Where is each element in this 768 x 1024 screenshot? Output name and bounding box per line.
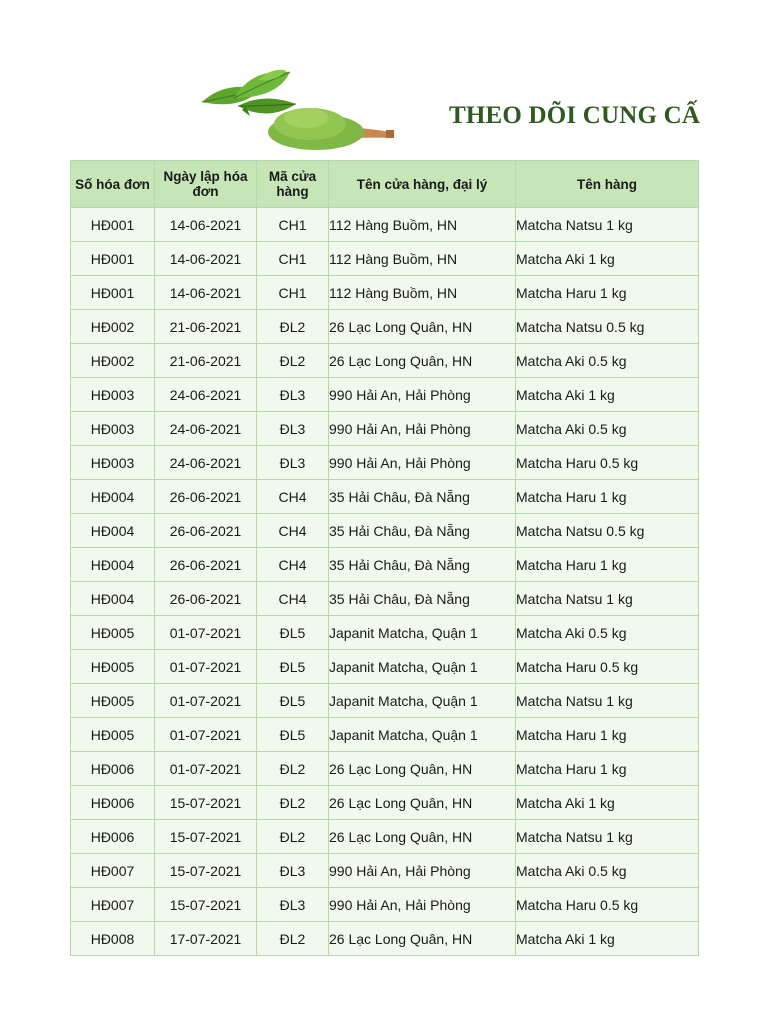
cell-invoice-date: 01-07-2021 <box>155 616 257 650</box>
column-header-store-code: Mã cửa hàng <box>257 161 329 208</box>
cell-store-code: ĐL2 <box>257 786 329 820</box>
table-row <box>71 684 699 718</box>
cell-product-name: Matcha Haru 1 kg <box>516 718 699 752</box>
cell-product-name: Matcha Haru 1 kg <box>516 752 699 786</box>
cell-invoice-no: HĐ001 <box>71 208 155 242</box>
table-row <box>71 888 699 922</box>
cell-store-code: CH1 <box>257 242 329 276</box>
table-row <box>71 446 699 480</box>
cell-store-name: 26 Lạc Long Quân, HN <box>329 752 516 786</box>
cell-store-code: CH4 <box>257 548 329 582</box>
cell-invoice-date: 26-06-2021 <box>155 514 257 548</box>
cell-store-name: Japanit Matcha, Quận 1 <box>329 684 516 718</box>
cell-invoice-no: HĐ004 <box>71 548 155 582</box>
cell-store-name: 35 Hải Châu, Đà Nẵng <box>329 548 516 582</box>
cell-product-name: Matcha Haru 1 kg <box>516 276 699 310</box>
cell-invoice-no: HĐ002 <box>71 344 155 378</box>
cell-store-name: Japanit Matcha, Quận 1 <box>329 718 516 752</box>
cell-store-code: CH1 <box>257 208 329 242</box>
cell-invoice-date: 01-07-2021 <box>155 684 257 718</box>
cell-store-code: ĐL2 <box>257 820 329 854</box>
cell-store-name: 26 Lạc Long Quân, HN <box>329 820 516 854</box>
table-row <box>71 548 699 582</box>
cell-store-code: CH1 <box>257 276 329 310</box>
cell-product-name: Matcha Aki 0.5 kg <box>516 616 699 650</box>
cell-invoice-no: HĐ008 <box>71 922 155 956</box>
cell-invoice-date: 24-06-2021 <box>155 412 257 446</box>
page-title: THEO DÕI CUNG CẤ <box>449 102 701 129</box>
cell-invoice-date: 15-07-2021 <box>155 888 257 922</box>
cell-invoice-no: HĐ006 <box>71 752 155 786</box>
cell-invoice-no: HĐ003 <box>71 378 155 412</box>
cell-store-code: ĐL3 <box>257 888 329 922</box>
cell-product-name: Matcha Aki 1 kg <box>516 922 699 956</box>
cell-invoice-date: 21-06-2021 <box>155 344 257 378</box>
cell-store-name: 35 Hải Châu, Đà Nẵng <box>329 582 516 616</box>
cell-product-name: Matcha Haru 0.5 kg <box>516 888 699 922</box>
table-row <box>71 344 699 378</box>
cell-product-name: Matcha Aki 1 kg <box>516 242 699 276</box>
cell-store-name: 26 Lạc Long Quân, HN <box>329 344 516 378</box>
table-row <box>71 650 699 684</box>
cell-invoice-date: 14-06-2021 <box>155 276 257 310</box>
cell-product-name: Matcha Aki 0.5 kg <box>516 854 699 888</box>
column-header-invoice-no: Số hóa đơn <box>71 161 155 208</box>
cell-invoice-no: HĐ005 <box>71 718 155 752</box>
cell-invoice-no: HĐ001 <box>71 276 155 310</box>
table-row <box>71 616 699 650</box>
cell-product-name: Matcha Natsu 1 kg <box>516 684 699 718</box>
cell-invoice-date: 24-06-2021 <box>155 446 257 480</box>
cell-invoice-no: HĐ002 <box>71 310 155 344</box>
cell-invoice-date: 26-06-2021 <box>155 548 257 582</box>
cell-store-code: ĐL2 <box>257 310 329 344</box>
cell-invoice-date: 24-06-2021 <box>155 378 257 412</box>
cell-invoice-date: 15-07-2021 <box>155 786 257 820</box>
cell-store-code: ĐL3 <box>257 378 329 412</box>
cell-store-name: 26 Lạc Long Quân, HN <box>329 310 516 344</box>
cell-store-name: Japanit Matcha, Quận 1 <box>329 650 516 684</box>
table-row <box>71 480 699 514</box>
table-row <box>71 820 699 854</box>
cell-store-name: 35 Hải Châu, Đà Nẵng <box>329 480 516 514</box>
table-row <box>71 582 699 616</box>
cell-invoice-no: HĐ003 <box>71 446 155 480</box>
cell-store-code: ĐL5 <box>257 616 329 650</box>
cell-store-code: ĐL3 <box>257 412 329 446</box>
column-header-product-name: Tên hàng <box>516 161 699 208</box>
cell-invoice-no: HĐ004 <box>71 514 155 548</box>
cell-store-name: 26 Lạc Long Quân, HN <box>329 786 516 820</box>
cell-store-code: CH4 <box>257 514 329 548</box>
cell-product-name: Matcha Haru 1 kg <box>516 480 699 514</box>
cell-store-name: 990 Hải An, Hải Phòng <box>329 412 516 446</box>
cell-product-name: Matcha Natsu 1 kg <box>516 208 699 242</box>
cell-invoice-no: HĐ004 <box>71 582 155 616</box>
cell-invoice-date: 15-07-2021 <box>155 820 257 854</box>
cell-store-code: ĐL2 <box>257 344 329 378</box>
table-row <box>71 718 699 752</box>
cell-invoice-no: HĐ005 <box>71 650 155 684</box>
cell-store-code: ĐL5 <box>257 650 329 684</box>
cell-invoice-no: HĐ007 <box>71 854 155 888</box>
table-row <box>71 378 699 412</box>
cell-invoice-date: 26-06-2021 <box>155 582 257 616</box>
cell-invoice-date: 01-07-2021 <box>155 718 257 752</box>
table-row <box>71 922 699 956</box>
cell-product-name: Matcha Aki 1 kg <box>516 786 699 820</box>
cell-invoice-date: 01-07-2021 <box>155 650 257 684</box>
cell-invoice-date: 21-06-2021 <box>155 310 257 344</box>
table-row <box>71 412 699 446</box>
cell-product-name: Matcha Haru 0.5 kg <box>516 446 699 480</box>
cell-invoice-no: HĐ006 <box>71 820 155 854</box>
column-header-invoice-date: Ngày lập hóa đơn <box>155 161 257 208</box>
cell-invoice-date: 01-07-2021 <box>155 752 257 786</box>
cell-product-name: Matcha Natsu 1 kg <box>516 820 699 854</box>
table-row <box>71 752 699 786</box>
cell-store-code: ĐL5 <box>257 684 329 718</box>
cell-store-code: CH4 <box>257 480 329 514</box>
supply-tracking-table <box>70 160 699 956</box>
cell-product-name: Matcha Aki 1 kg <box>516 378 699 412</box>
table-row <box>71 854 699 888</box>
cell-store-name: 990 Hải An, Hải Phòng <box>329 888 516 922</box>
cell-store-name: 112 Hàng Buồm, HN <box>329 242 516 276</box>
table-row <box>71 786 699 820</box>
cell-invoice-date: 26-06-2021 <box>155 480 257 514</box>
table-row <box>71 514 699 548</box>
cell-store-code: ĐL3 <box>257 854 329 888</box>
table-row <box>71 208 699 242</box>
cell-product-name: Matcha Aki 0.5 kg <box>516 412 699 446</box>
cell-store-name: 112 Hàng Buồm, HN <box>329 276 516 310</box>
table-row <box>71 310 699 344</box>
cell-store-code: ĐL3 <box>257 446 329 480</box>
cell-store-name: 990 Hải An, Hải Phòng <box>329 378 516 412</box>
cell-product-name: Matcha Haru 0.5 kg <box>516 650 699 684</box>
table-row <box>71 242 699 276</box>
table-header-row <box>71 161 699 208</box>
matcha-leaves-powder-spoon-icon <box>198 66 398 156</box>
cell-store-code: ĐL5 <box>257 718 329 752</box>
cell-invoice-date: 14-06-2021 <box>155 242 257 276</box>
cell-invoice-date: 15-07-2021 <box>155 854 257 888</box>
cell-store-name: 26 Lạc Long Quân, HN <box>329 922 516 956</box>
cell-invoice-no: HĐ007 <box>71 888 155 922</box>
column-header-store-name: Tên cửa hàng, đại lý <box>329 161 516 208</box>
cell-invoice-date: 17-07-2021 <box>155 922 257 956</box>
cell-store-name: Japanit Matcha, Quận 1 <box>329 616 516 650</box>
page-header <box>0 0 768 160</box>
cell-product-name: Matcha Natsu 1 kg <box>516 582 699 616</box>
table-row <box>71 276 699 310</box>
cell-invoice-date: 14-06-2021 <box>155 208 257 242</box>
cell-store-code: ĐL2 <box>257 752 329 786</box>
cell-store-name: 35 Hải Châu, Đà Nẵng <box>329 514 516 548</box>
cell-store-name: 990 Hải An, Hải Phòng <box>329 446 516 480</box>
cell-product-name: Matcha Aki 0.5 kg <box>516 344 699 378</box>
cell-invoice-no: HĐ004 <box>71 480 155 514</box>
cell-store-name: 112 Hàng Buồm, HN <box>329 208 516 242</box>
cell-invoice-no: HĐ005 <box>71 684 155 718</box>
cell-product-name: Matcha Haru 1 kg <box>516 548 699 582</box>
cell-invoice-no: HĐ001 <box>71 242 155 276</box>
cell-product-name: Matcha Natsu 0.5 kg <box>516 514 699 548</box>
cell-store-code: ĐL2 <box>257 922 329 956</box>
cell-product-name: Matcha Natsu 0.5 kg <box>516 310 699 344</box>
cell-store-code: CH4 <box>257 582 329 616</box>
cell-invoice-no: HĐ006 <box>71 786 155 820</box>
cell-invoice-no: HĐ005 <box>71 616 155 650</box>
cell-store-name: 990 Hải An, Hải Phòng <box>329 854 516 888</box>
cell-invoice-no: HĐ003 <box>71 412 155 446</box>
